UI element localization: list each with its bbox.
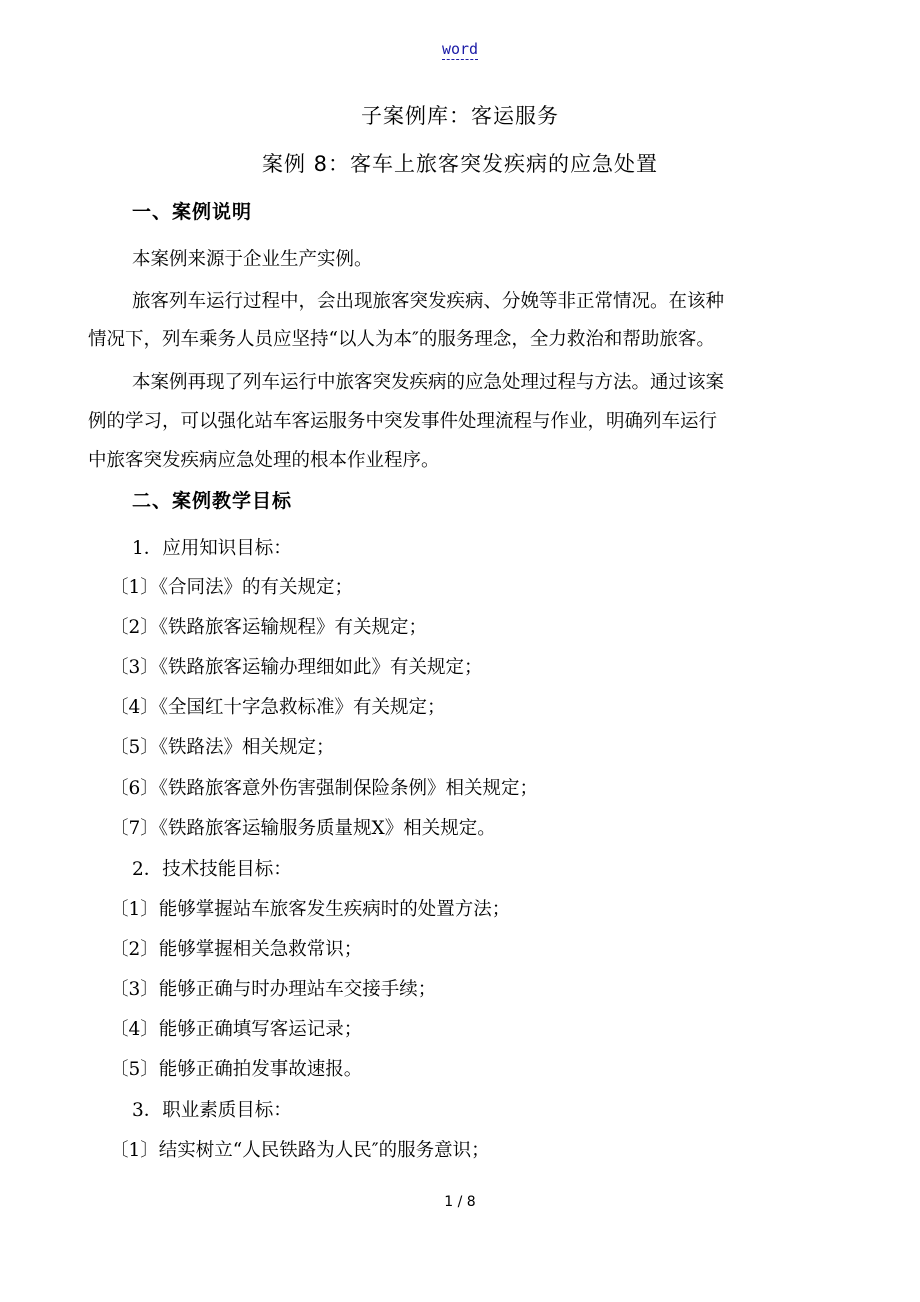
list-item: 〔7〕《铁路旅客运输服务质量规X》相关规定。 — [110, 818, 496, 839]
list-item: 〔3〕《铁路旅客运输办理细如此》有关规定； — [110, 657, 483, 678]
paragraph-1: 本案例来源于企业生产实例。 — [132, 249, 373, 270]
goal-2-title: 2．技术技能目标： — [132, 859, 292, 880]
list-item: 〔3〕能够正确与时办理站车交接手续； — [110, 979, 437, 1000]
list-item: 〔1〕《合同法》的有关规定； — [110, 577, 354, 598]
list-item: 〔2〕能够掌握相关急救常识； — [110, 939, 363, 960]
list-item: 〔5〕能够正确拍发事故速报。 — [110, 1059, 363, 1080]
page-number: 1 / 8 — [444, 1194, 476, 1210]
list-item: 〔6〕《铁路旅客意外伤害强制保险条例》相关规定； — [110, 778, 539, 799]
goal-1-title: 1．应用知识目标： — [132, 538, 292, 559]
list-item: 〔5〕《铁路法》相关规定； — [110, 737, 335, 758]
paragraph-2-line-2: 情况下，列车乘务人员应坚持“以人为本″的服务理念，全力救治和帮助旅客。 — [88, 329, 715, 350]
paragraph-2-line-1: 旅客列车运行过程中，会出现旅客突发疾病、分娩等非正常情况。在该种 — [132, 291, 725, 312]
page-title: 子案例库：客运服务 — [361, 104, 559, 128]
section-heading-1: 一、案例说明 — [132, 201, 253, 223]
paragraph-3-line-2: 例的学习，可以强化站车客运服务中突发事件处理流程与作业，明确列车运行 — [88, 411, 718, 432]
list-item: 〔4〕能够正确填写客运记录； — [110, 1019, 363, 1040]
header-mark — [0, 40, 920, 58]
list-item: 〔2〕《铁路旅客运输规程》有关规定； — [110, 617, 428, 638]
paragraph-3-line-3: 中旅客突发疾病应急处理的根本作业程序。 — [88, 450, 440, 471]
goal-3-title: 3．职业素质目标： — [132, 1100, 292, 1121]
list-item: 〔4〕《全国红十字急救标准》有关规定； — [110, 697, 446, 718]
section-heading-2: 二、案例教学目标 — [132, 490, 293, 512]
list-item: 〔1〕结实树立“人民铁路为人民″的服务意识； — [110, 1140, 490, 1161]
list-item: 〔1〕能够掌握站车旅客发生疾病时的处置方法； — [110, 899, 511, 920]
paragraph-3-line-1: 本案例再现了列车运行中旅客突发疾病的应急处理过程与方法。通过该案 — [132, 372, 725, 393]
header-mark-text: word — [441, 40, 479, 58]
case-title: 案例 8：客车上旅客突发疾病的应急处置 — [261, 152, 659, 176]
